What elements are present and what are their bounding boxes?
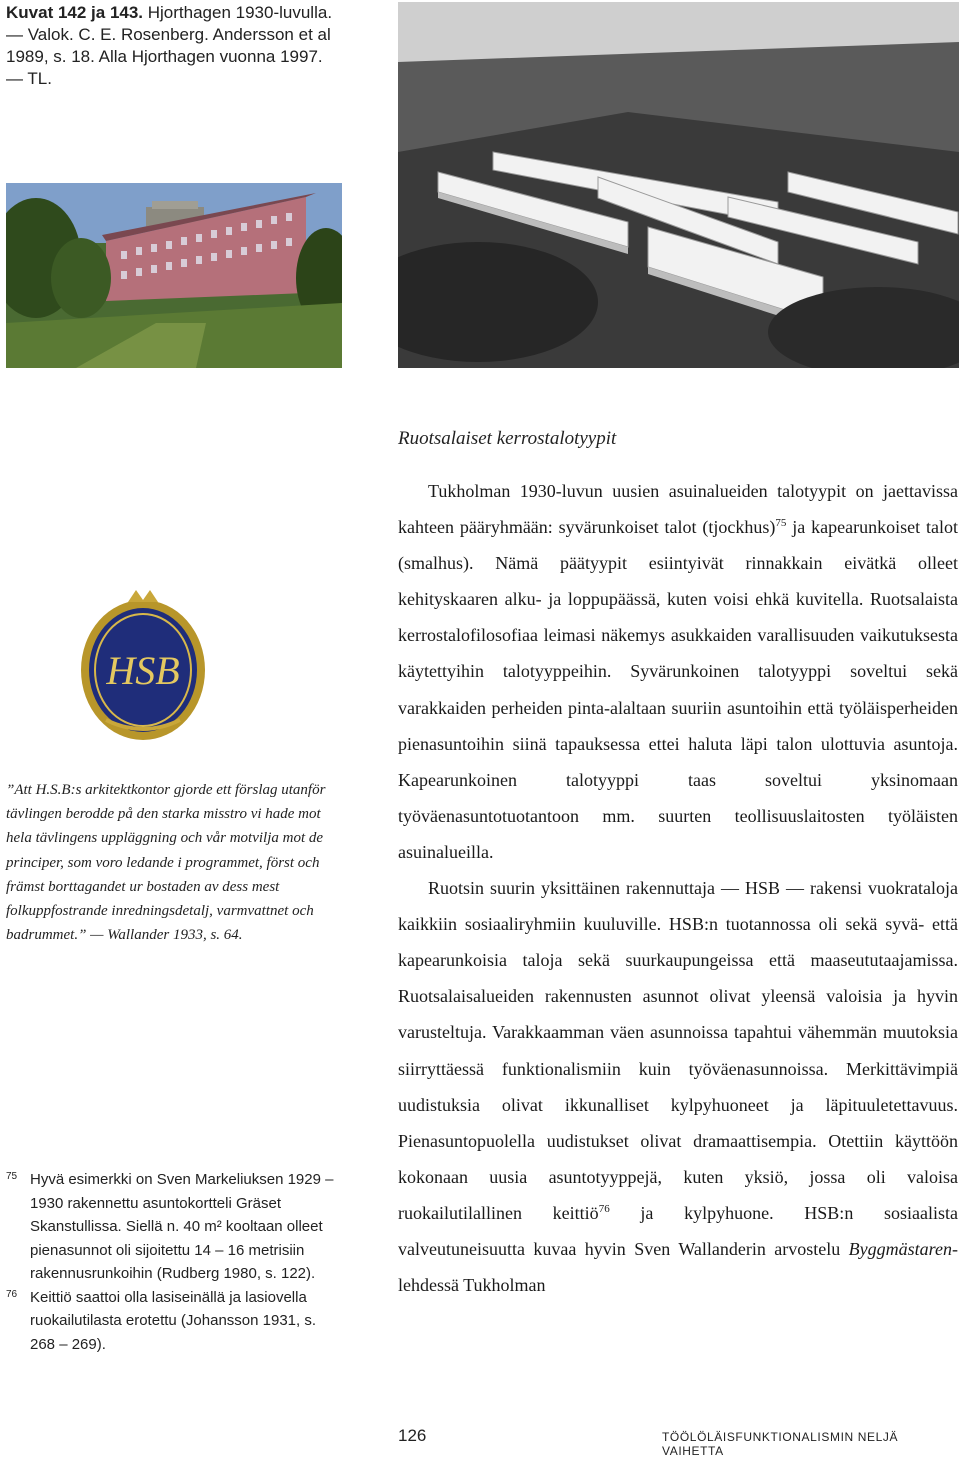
footnote-number: 76 bbox=[6, 1288, 18, 1300]
footnote-ref-75: 75 bbox=[775, 517, 787, 530]
footnote-76 bbox=[6, 1286, 336, 1357]
photo-hjorthagen-1930s-aerial bbox=[398, 2, 959, 368]
footnote-text: Hyvä esimerkki on Sven Markeliuksen 1929 –1930 rakennettu asuntokortteli Gräset Skanstullissa. Siellä n. 40 m² kooltaan olleet pienasunnot oli sijoitettu 14 – 16 metrisiin rakennusrunkoihin (Rudberg 1980, s. 122). bbox=[30, 1171, 334, 1282]
section-heading: Ruotsalaiset kerrostalotyypit bbox=[398, 428, 617, 449]
hsb-logo bbox=[76, 588, 210, 748]
footnote-number: 75 bbox=[6, 1171, 18, 1182]
hsb-logo-emblem bbox=[76, 588, 210, 748]
footnote-75 bbox=[6, 1168, 336, 1286]
footnotes bbox=[6, 1168, 336, 1356]
quote-source: — Wallander 1933, s. 64. bbox=[86, 927, 243, 944]
footnote-ref-76: 76 bbox=[598, 1202, 610, 1215]
body-paragraph-2: Ruotsin suurin yksittäinen rakennuttaja — HSB — rakensi vuokrataloja kaikkiin sosiaaliryhmiin kuuluville. HSB:n tuotannossa oli sekä syvä- että kapearunkoisia taloja sekä suurkaupungeissa että maaseututaajamissa. Ruotsalaisalueiden rakennusten asunnot olivat yleensä valoisia ja hyvin varusteltuja. Varakkaamman väen asunnoissa tapahtui vähemmän muutoksia siirryttäessä funktionalismiin kuin työväenasunnoissa. Merkittävimpiä uudistuksia olivat ikkunalliset kylpyhuoneet ja läpituuletettavuus. Pienasuntopuolella uudistukset olivat dramaattisempia. Otettiin käyttöön kokonaan uusia asuntotyyppejä, kuten yksiö, jossa oli valoisa ruokailutilallinen keittiö$^{76}$ ja kylpyhuone. HSB:n sosiaalista valveutuneisuutta kuvaa hyvin Sven Wallanderin arvostelu Byggmästaren-lehdessä Tukholman bbox=[398, 878, 959, 1296]
swedish-quote bbox=[6, 778, 332, 947]
photo-hjorthagen-1930s-image bbox=[398, 2, 959, 368]
page-number: 126 bbox=[398, 1426, 427, 1445]
caption-label: Kuvat 142 ja 143. bbox=[6, 3, 144, 22]
hsb-logo-letters: HSB bbox=[106, 648, 180, 693]
journal-title: Byggmästaren bbox=[848, 1238, 952, 1259]
caption-text: Hjorthagen 1930-luvulla. — Valok. C. E. Rosenberg. Andersson et al 1989, s. 18. Alla Hjorthagen vuonna 1997. — TL. bbox=[6, 3, 333, 88]
photo-hjorthagen-1997 bbox=[6, 183, 342, 368]
running-title: TÖÖLÖLÄISFUNKTIONALISMIN NELJÄ VAIHETTA bbox=[662, 1430, 899, 1458]
body-text bbox=[398, 473, 958, 1303]
footnote-text: Keittiö saattoi olla lasiseinällä ja lasiovella ruokailutilasta erotettu (Johansson 1931, s. 268 – 269). bbox=[30, 1288, 317, 1353]
photo-hjorthagen-1997-image bbox=[6, 183, 342, 368]
figure-caption bbox=[6, 2, 336, 90]
body-paragraph-1: Tukholman 1930-luvun uusien asuinalueiden talotyypit on jaettavissa kahteen pääryhmään: syvärunkoiset talot (tjockhus)$^{75}$ ja kapearunkoiset talot (smalhus). Nämä päätyypit esiintyivät rinnakkain eivätkä olleet kehityskaaren alku- ja loppupäässä, kuten voisi ehkä kuvitella. Ruotsalaista kerrostalofilosofiaa leimasi näkemys asukkaiden varallisuuden vaikutuksesta käytettyihin talotyyppeihin. Syvärunkoinen talotyyppi soveltui sekä varakkaiden perheiden pinta-alaltaan suuriin asuntoihin että työläisperheiden pienasuntoihin siinä tapauksessa ettei haluta läpi talon ulottuvia asuntoja. Kapearunkoinen talotyyppi taas soveltui yksinomaan työväenasuntotuotantoon mm. suurten teollisuuslaitosten työläisten asuinalueilla. bbox=[398, 481, 958, 862]
quote-text: ”Att H.S.B:s arkitektkontor gjorde ett förslag utanför tävlingen berodde på den starka misstro vi hade mot hela tävlingens uppläggning och vår motvilja mot de principer, som voro ledande i programmet, först och främst borttagandet ur bostaden av dess mest folkuppfostrande inredningsdetalj, varmvattnet och badrummet.” bbox=[6, 782, 326, 944]
